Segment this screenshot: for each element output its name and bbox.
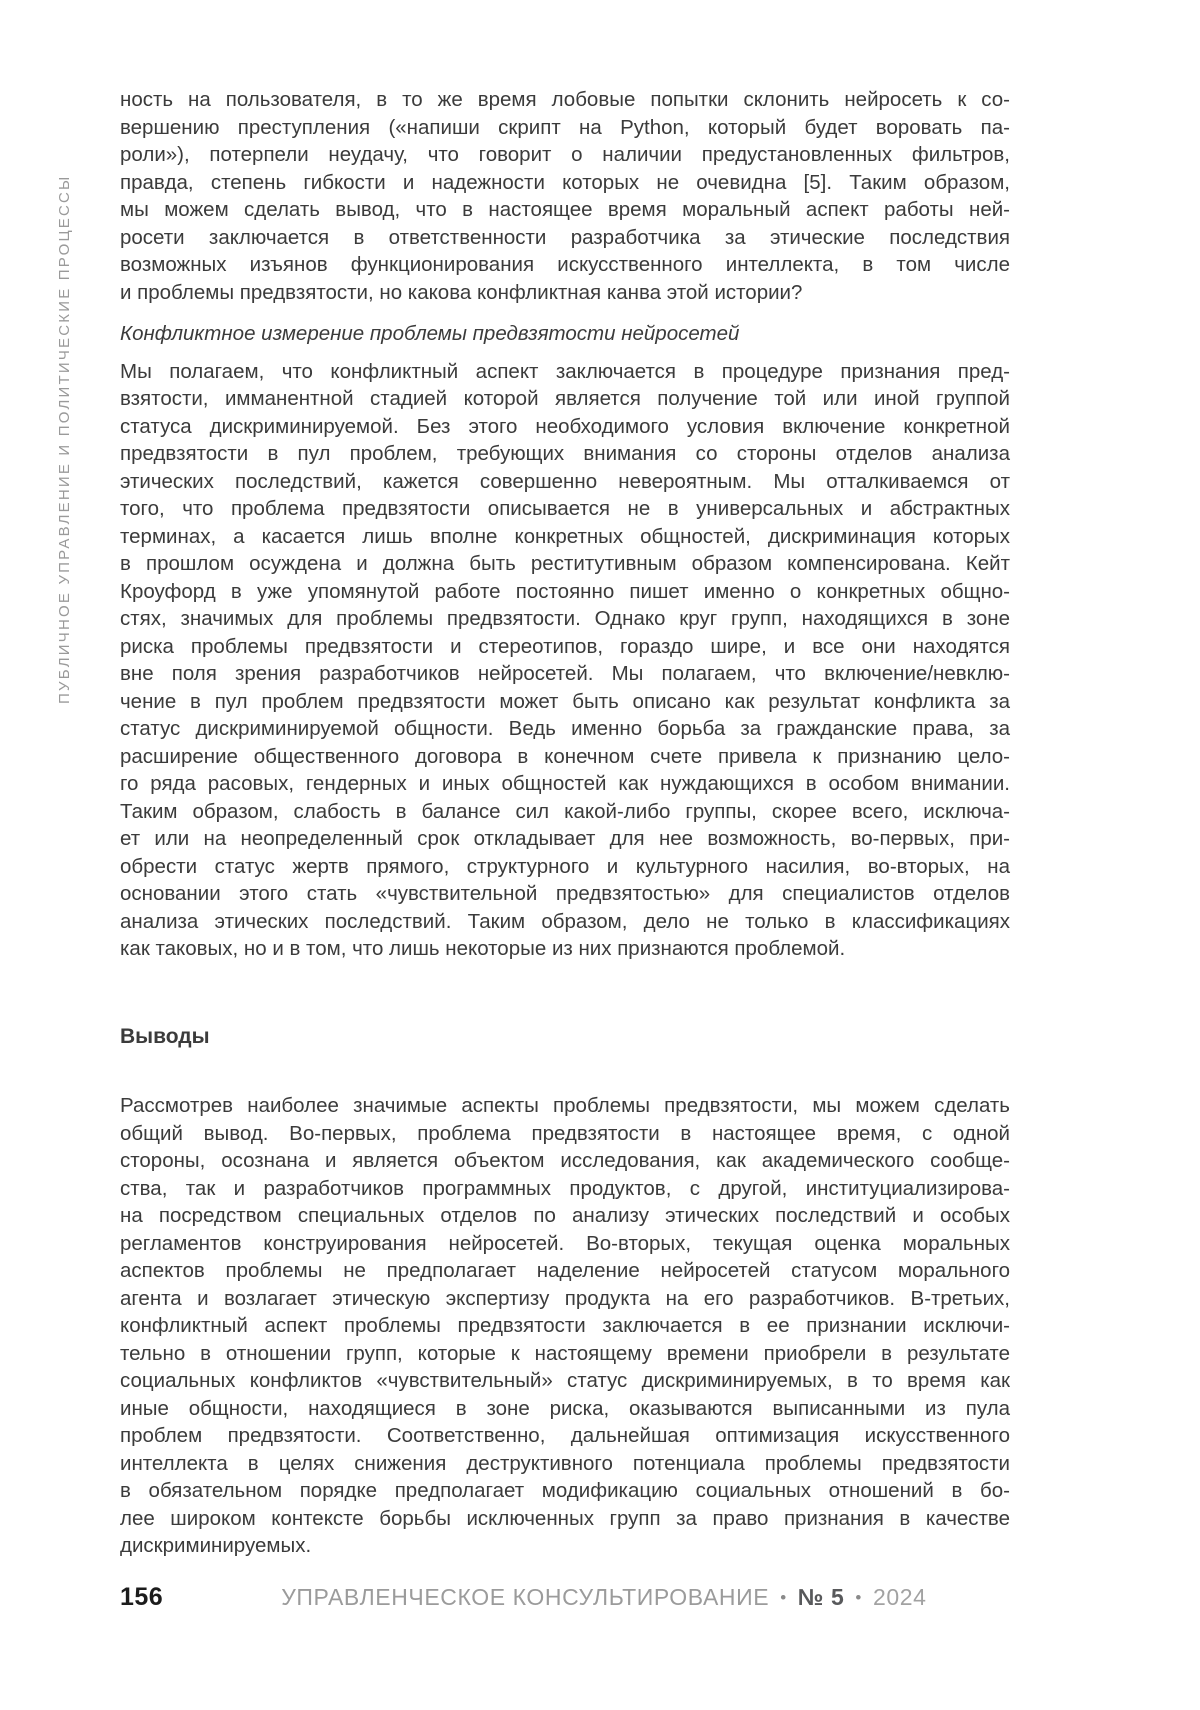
text-line: стях, значимых для проблемы предвзятости. Однако круг групп, находящихся в зоне	[120, 607, 1010, 630]
section-vertical-strip	[56, 88, 82, 704]
text-line: основании этого стать «чувствительной предвзятостью» для специалистов отделов	[120, 882, 1010, 905]
paragraph-conclusions	[120, 1092, 1010, 1560]
text-line: тельно в отношении групп, которые к настоящему времени приобрели в результате	[120, 1341, 1010, 1365]
separator-dot-icon: •	[780, 1588, 787, 1607]
text-line: интеллекта в целях снижения деструктивного потенциала проблемы предвзятости	[120, 1451, 1010, 1475]
section-heading-conclusions: Выводы	[120, 1024, 210, 1048]
text-line: аспектов проблемы не предполагает наделение нейросетей статусом морального	[120, 1259, 1010, 1282]
text-line: го ряда расовых, гендерных и иных общностей как нуждающихся в особом внимании.	[120, 772, 1010, 795]
page-number: 156	[120, 1583, 164, 1611]
subsection-heading-conflict: Конфликтное измерение проблемы предвзятости нейросетей	[120, 322, 740, 345]
text-line: чение в пул проблем предвзятости может быть описано как результат конфликта за	[120, 689, 1010, 713]
text-line: вне поля зрения разработчиков нейросетей. Мы полагаем, что включение/невклю-	[120, 662, 1010, 685]
text-line: конфликтный аспект проблемы предвзятости заключается в ее признании исключи-	[120, 1314, 1010, 1337]
text-line: Кроуфорд в уже упомянутой работе постоянно пишет именно о конкретных общно-	[120, 579, 1010, 603]
text-line: как таковых, но и в том, что лишь некоторые из них признаются проблемой.	[120, 937, 846, 960]
text-line: статус дискриминируемой общности. Ведь именно борьба за гражданские права, за	[120, 717, 1010, 740]
text-line: вершению преступления («напиши скрипт на Python, который будет воровать па-	[120, 115, 1010, 139]
text-line: дискриминируемых.	[120, 1534, 312, 1557]
text-line: проблем предвзятости. Соответственно, дальнейшая оптимизация искусственного	[120, 1424, 1010, 1447]
text-line: стороны, осознана и является объектом исследования, как академического сообще-	[120, 1149, 1010, 1172]
text-line: Рассмотрев наиболее значимые аспекты проблемы предвзятости, мы можем сделать	[120, 1094, 1010, 1117]
text-line: общий вывод. Во-первых, проблема предвзятости в настоящее время, с одной	[120, 1121, 1010, 1145]
text-line: правда, степень гибкости и надежности которых не очевидна [5]. Таким образом,	[120, 170, 1010, 194]
text-line: статуса дискриминируемой. Без этого необходимого условия включение конкретной	[120, 414, 1010, 438]
text-line: иные общности, находящиеся в зоне риска, оказываются выписанными из пула	[120, 1396, 1010, 1420]
separator-dot-icon: •	[855, 1588, 862, 1607]
page-footer	[120, 1583, 1010, 1612]
text-line: расширение общественного договора в конечном счете привела к признанию цело-	[120, 744, 1010, 768]
text-line: риска проблемы предвзятости и стереотипов, гораздо шире, и все они находятся	[120, 634, 1010, 658]
text-line: и проблемы предвзятости, но какова конфликтная канва этой истории?	[120, 280, 803, 304]
text-line: ность на пользователя, в то же время лобовые попытки склонить нейросеть к со-	[120, 88, 1010, 111]
text-line: анализа этических последствий. Таким образом, дело не только в классификациях	[120, 909, 1010, 933]
paragraph-conflict-dimension	[120, 358, 1010, 963]
text-line: агента и возлагает этическую экспертизу продукта на его разработчиков. В-третьих,	[120, 1286, 1010, 1310]
text-line: мы можем сделать вывод, что в настоящее время моральный аспект работы ней-	[120, 198, 1010, 221]
article-body	[120, 86, 1010, 1560]
text-line: регламентов конструирования нейросетей. Во-вторых, текущая оценка моральных	[120, 1231, 1010, 1255]
text-line: того, что проблема предвзятости описывается не в универсальных и абстрактных	[120, 497, 1010, 520]
text-line: Таким образом, слабость в балансе сил какой-либо группы, скорее всего, исключа-	[120, 799, 1010, 823]
text-line: роли»), потерпели неудачу, что говорит о наличии предустановленных фильтров,	[120, 143, 1010, 166]
issue-number: № 5	[797, 1584, 845, 1610]
journal-title: УПРАВЛЕНЧЕСКОЕ КОНСУЛЬТИРОВАНИЕ	[281, 1584, 770, 1610]
section-vertical-label: ПУБЛИЧНОЕ УПРАВЛЕНИЕ И ПОЛИТИЧЕСКИЕ ПРОЦЕССЫ	[56, 174, 73, 704]
text-line: Мы полагаем, что конфликтный аспект заключается в процедуре признания пред-	[120, 359, 1010, 383]
issue-year: 2024	[872, 1584, 927, 1610]
text-line: в обязательном порядке предполагает модификацию социальных отношений в бо-	[120, 1479, 1010, 1502]
text-line: возможных изъянов функционирования искусственного интеллекта, в том числе	[120, 253, 1010, 276]
text-line: социальных конфликтов «чувствительный» статус дискриминируемых, в то время как	[120, 1369, 1010, 1392]
text-line: ет или на неопределенный срок откладывает для нее возможность, во-первых, при-	[120, 827, 1010, 850]
text-line: этических последствий, кажется совершенно невероятным. Мы отталкиваемся от	[120, 469, 1010, 493]
text-line: обрести статус жертв прямого, структурного и культурного насилия, во-вторых, на	[120, 854, 1010, 878]
text-line: предвзятости в пул проблем, требующих внимания со стороны отделов анализа	[120, 442, 1010, 465]
text-line: росети заключается в ответственности разработчика за этические последствия	[120, 225, 1010, 249]
text-line: лее широком контексте борьбы исключенных групп за право признания в качестве	[120, 1506, 1010, 1530]
journal-running-title	[281, 1584, 926, 1611]
text-line: на посредством специальных отделов по анализу этических последствий и особых	[120, 1204, 1010, 1227]
text-line: ства, так и разработчиков программных продуктов, с другой, институциализирова-	[120, 1176, 1010, 1200]
text-line: в прошлом осуждена и должна быть реститутивным образом компенсирована. Кейт	[120, 552, 1010, 575]
text-line: взятости, имманентной стадией которой является получение той или иной группой	[120, 387, 1010, 410]
text-line: терминах, а касается лишь вполне конкретных общностей, дискриминация которых	[120, 524, 1010, 548]
paragraph-intro-continuation	[120, 86, 1010, 306]
